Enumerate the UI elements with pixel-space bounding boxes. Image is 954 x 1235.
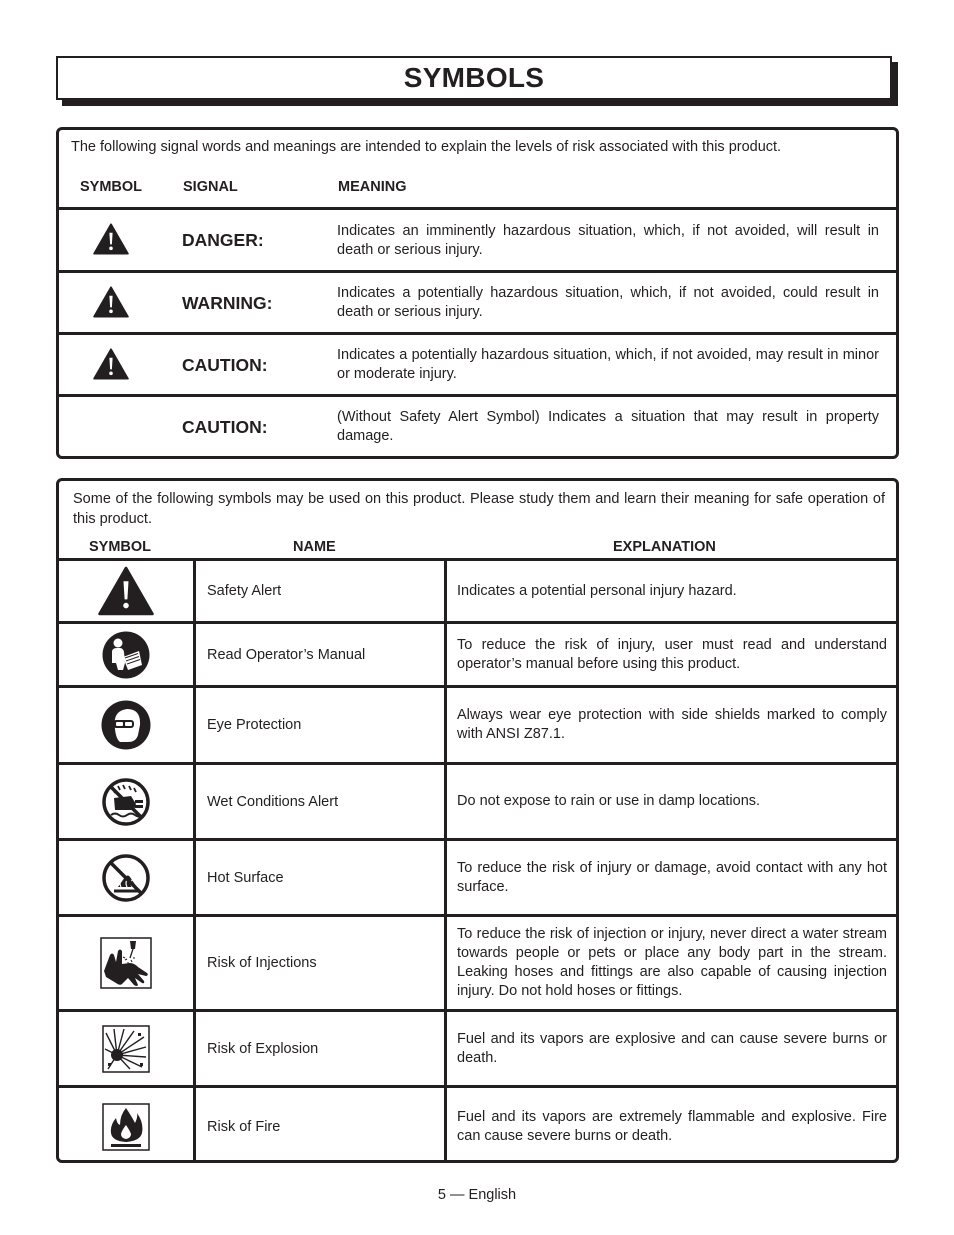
symbol-explanation-cell: [447, 624, 896, 685]
symbol-explanation-cell: [447, 1088, 896, 1163]
signal-intro: The following signal words and meanings are intended to explain the levels of risk associated with this product.: [71, 139, 782, 155]
explosion-icon: [102, 1025, 150, 1073]
symbol-row-explosion: [59, 1009, 896, 1085]
symbol-row-injections: [59, 914, 896, 1009]
symbol-explanation: To reduce the risk of injury or damage, avoid contact with any hot surface.: [457, 859, 887, 895]
page-title: SYMBOLS: [403, 62, 545, 93]
symbol-cell: [59, 688, 196, 762]
signal-word: CAUTION:: [182, 417, 268, 437]
page-title-banner: [56, 56, 898, 106]
signal-row-caution: [59, 332, 896, 395]
safety-alert-icon: [93, 348, 129, 380]
header-name: NAME: [293, 539, 336, 555]
symbol-explanation: Do not expose to rain or use in damp locations.: [457, 793, 761, 809]
safety-alert-icon: [93, 286, 129, 318]
symbol-name: Risk of Explosion: [196, 1012, 447, 1085]
symbol-explanation: To reduce the risk of injection or injury, never direct a water stream towards people or pets or place any body part in the stream. Leaking hoses and fittings are also capable of causing injection injury. Do not hold hoses or fittings.: [457, 926, 887, 999]
symbol-name: Wet Conditions Alert: [196, 765, 447, 838]
signal-word: DANGER:: [182, 230, 264, 250]
symbol-name: Hot Surface: [196, 841, 447, 914]
wet-conditions-icon: [101, 777, 151, 827]
symbol-cell: [59, 624, 196, 685]
eye-protection-icon: [100, 699, 152, 751]
signal-meaning: (Without Safety Alert Symbol) Indicates a situation that may result in property damage.: [337, 409, 879, 444]
safety-alert-icon: [93, 223, 129, 255]
header-meaning: MEANING: [338, 179, 407, 195]
header-signal: SIGNAL: [183, 179, 238, 195]
symbols-intro: Some of the following symbols may be used on this product. Please study them and learn their meaning for safe operation of this product.: [73, 491, 885, 527]
safety-alert-icon: [98, 566, 154, 616]
fire-icon: [102, 1103, 150, 1151]
signal-meaning: Indicates an imminently hazardous situation, which, if not avoided, will result in death or serious injury.: [337, 223, 879, 258]
symbol-explanation-cell: [447, 917, 896, 1009]
symbol-row-fire: [59, 1085, 896, 1163]
symbol-row-read-manual: [59, 621, 896, 685]
symbol-row-hot-surface: [59, 838, 896, 914]
hot-surface-icon: [101, 853, 151, 903]
symbol-name: Safety Alert: [196, 561, 447, 621]
header-symbol: SYMBOL: [80, 179, 143, 195]
symbol-row-wet-conditions: [59, 762, 896, 838]
symbol-cell: [59, 1088, 196, 1163]
symbol-explanation-cell: [447, 841, 896, 914]
symbols-table: [56, 478, 899, 1163]
symbol-name: Eye Protection: [196, 688, 447, 762]
symbol-cell: [59, 1012, 196, 1085]
signal-row-danger: [59, 207, 896, 270]
signal-meaning: Indicates a potentially hazardous situation, which, if not avoided, may result in minor or moderate injury.: [337, 347, 879, 382]
symbol-explanation: Fuel and its vapors are explosive and can cause severe burns or death.: [457, 1030, 887, 1066]
symbol-explanation-cell: [447, 561, 896, 621]
symbol-explanation: To reduce the risk of injury, user must read and understand operator’s manual before using this product.: [457, 636, 887, 672]
injection-icon: [100, 937, 152, 989]
header-explanation: EXPLANATION: [613, 539, 716, 555]
symbol-row-eye-protection: [59, 685, 896, 762]
symbol-explanation: Always wear eye protection with side shields marked to comply with ANSI Z87.1.: [457, 707, 887, 742]
symbol-name: Read Operator’s Manual: [196, 624, 447, 685]
symbol-row-safety-alert: [59, 558, 896, 621]
symbol-cell: [59, 917, 196, 1009]
symbol-cell: [59, 561, 196, 621]
symbol-explanation-cell: [447, 1012, 896, 1085]
symbol-name: Risk of Injections: [196, 917, 447, 1009]
symbol-name: Risk of Fire: [196, 1088, 447, 1163]
signal-row-caution-property: [59, 394, 896, 459]
symbol-explanation: Fuel and its vapors are extremely flammable and explosive. Fire can cause severe burns or death.: [457, 1109, 887, 1144]
symbol-explanation-cell: [447, 688, 896, 762]
title-box: [56, 56, 892, 100]
symbol-explanation: Indicates a potential personal injury hazard.: [457, 582, 737, 599]
signal-words-table: [56, 127, 899, 459]
signal-row-warning: [59, 270, 896, 333]
symbol-explanation-cell: [447, 765, 896, 838]
symbol-cell: [59, 841, 196, 914]
signal-meaning: Indicates a potentially hazardous situation, which, if not avoided, could result in death or serious injury.: [337, 285, 879, 320]
header-symbol: SYMBOL: [89, 539, 152, 555]
signal-word: WARNING:: [182, 293, 273, 313]
read-manual-icon: [101, 630, 151, 680]
page-footer: 5 — English: [437, 1187, 517, 1203]
signal-word: CAUTION:: [182, 355, 268, 375]
symbol-cell: [59, 765, 196, 838]
